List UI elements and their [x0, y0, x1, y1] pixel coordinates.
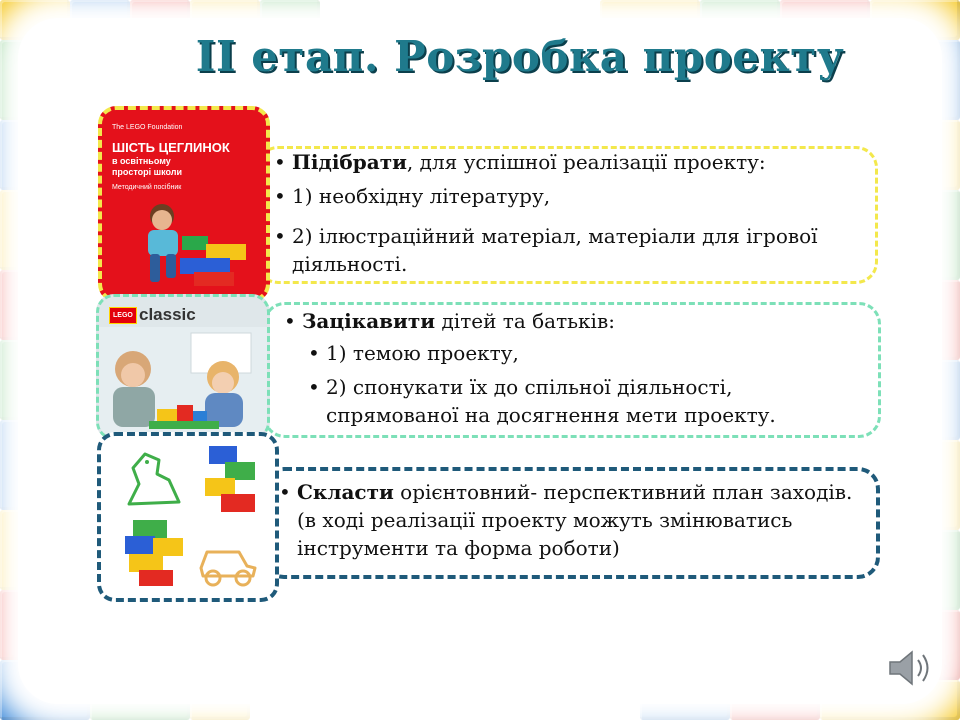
section-2-lead — [302, 307, 862, 335]
section-2-lead-rest: дітей та батьків: — [435, 309, 615, 333]
section-1-lead-rest: , для успішної реалізації проекту: — [406, 150, 766, 174]
book-cover-image — [98, 106, 270, 302]
slide-title: II етап. Розробка проекту — [195, 32, 845, 81]
book-kind: Методичний посібник — [112, 184, 182, 191]
lego-drawings-image — [97, 432, 279, 602]
lego-logo: LEGO — [109, 307, 137, 324]
section-1-list — [292, 148, 862, 278]
book-subtitle-1: в освітньому — [112, 156, 171, 166]
children-playing-photo — [96, 294, 270, 440]
brick-tower-icon — [201, 442, 261, 516]
speaker-icon[interactable] — [886, 648, 936, 688]
dinosaur-icon — [119, 444, 189, 514]
section-1-item-2: • 2) ілюстраційний матеріал, матеріали для ігрової діяльності. — [292, 222, 862, 278]
children-illustration — [99, 327, 267, 437]
section-3-list — [297, 478, 857, 562]
book-publisher: The LEGO Foundation — [112, 124, 183, 131]
section-2-lead-bold: Зацікавити — [302, 309, 436, 333]
book-title: ШІСТЬ ЦЕГЛИНОК — [112, 140, 230, 155]
section-1-lead-bold: Підібрати — [292, 150, 407, 174]
section-2-item-1: • 1) темою проекту, — [326, 339, 862, 367]
child-with-bricks-illustration — [102, 198, 266, 298]
section-2-item-2: • 2) спонукати їх до спільної діяльності, спрямованої на досягнення мети проекту. — [326, 373, 862, 429]
car-icon — [193, 532, 263, 592]
section-3-lead — [297, 478, 857, 562]
section-3-lead-bold: Скласти — [297, 480, 394, 504]
section-1-lead — [292, 148, 862, 176]
classic-brand: classic — [139, 305, 196, 324]
section-1-item-1: • 1) необхідну літературу, — [292, 182, 862, 210]
brick-stack-icon — [119, 516, 189, 590]
section-2-list — [302, 307, 862, 429]
book-subtitle-2: просторі школи — [112, 167, 183, 177]
section-3-lead-rest: орієнтовний- перспективний план заходів. (в ході реалізації проекту можуть змінюватись інструменти та форма роботи) — [297, 480, 853, 560]
